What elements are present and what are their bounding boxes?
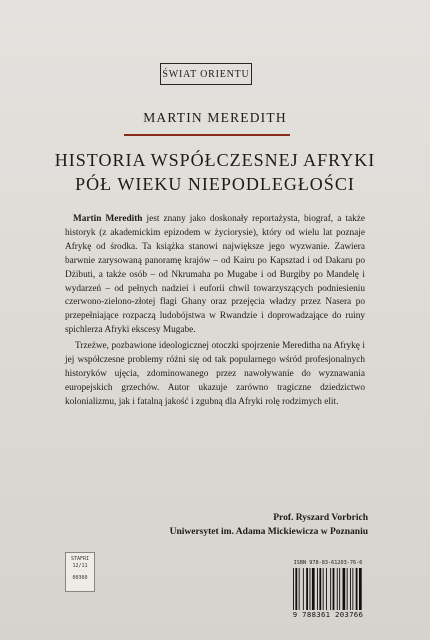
title-divider	[124, 134, 290, 136]
blurb	[65, 213, 365, 410]
library-sticker	[65, 552, 95, 592]
blurb-paragraph-1-text: jest znany jako doskonały reportażysta, biograf, a także historyk (z akademickim epizodem w życiorysie), który od wielu lat poznaje Afrykę od środka. Ta książka stanowi największe jego wyzwanie. Zawiera barwnie zarysowaną panoramę krajów – od Kairu po Kapsztad i od Dakaru po Dżibuti, a także osób – od Nkrumaha po Mugabe i od Burgiby po Mandelę i wydarzeń – od pełnych nadziei i euforii chwil towarzyszących podniesieniu czerwono-zielono-złotej flagi Ghany oraz przejęcia władzy przez Nasera po przepełniające rozpaczą ludobójstwa w Rwandzie i doprowadzające do ruiny spichlerza Afryki ekscesy Mugabe.	[65, 214, 366, 336]
blurb-author: Martin Meredith	[73, 214, 143, 224]
author-name: MARTIN MEREDITH	[143, 110, 287, 125]
barcode-icon	[293, 568, 363, 610]
sticker-line-2: 12/11	[72, 562, 88, 569]
isbn-label: ISBN 978-83-61203-76-6	[293, 560, 363, 566]
blurb-paragraph-2: Trzeźwe, pozbawione ideologicznej otoczki spojrzenie Mereditha na Afrykę i jej współczesne problemy różni się od tak popularnego wśród profesjonalnych historyków ujęcia, zdominowanego przez nawoływanie do wyznawania europejskich grzechów. Autor ukazuje zarówno tragiczne dziedzictwo kolonializmu, jak i fatalną jakość i zgubną dla Afryki rolę rodzimych elit.	[65, 341, 365, 407]
series-label: ŚWIAT ORIENTU	[160, 63, 252, 85]
sticker-line-1: STAFRI	[70, 556, 90, 562]
barcode	[291, 560, 365, 624]
sticker-line-3: 00360	[72, 575, 88, 581]
book-subtitle: PÓŁ WIEKU NIEPODLEGŁOŚCI	[75, 174, 355, 194]
blurb-paragraph-1	[65, 213, 365, 338]
reviewer-name: Prof. Ryszard Vorbrich	[273, 513, 368, 523]
reviewer-affiliation: Uniwersytet im. Adama Mickiewicza w Poznaniu	[169, 527, 368, 537]
book-title: HISTORIA WSPÓŁCZESNEJ AFRYKI	[54, 150, 376, 170]
ean-digits: 9 788361 203766	[292, 610, 364, 619]
